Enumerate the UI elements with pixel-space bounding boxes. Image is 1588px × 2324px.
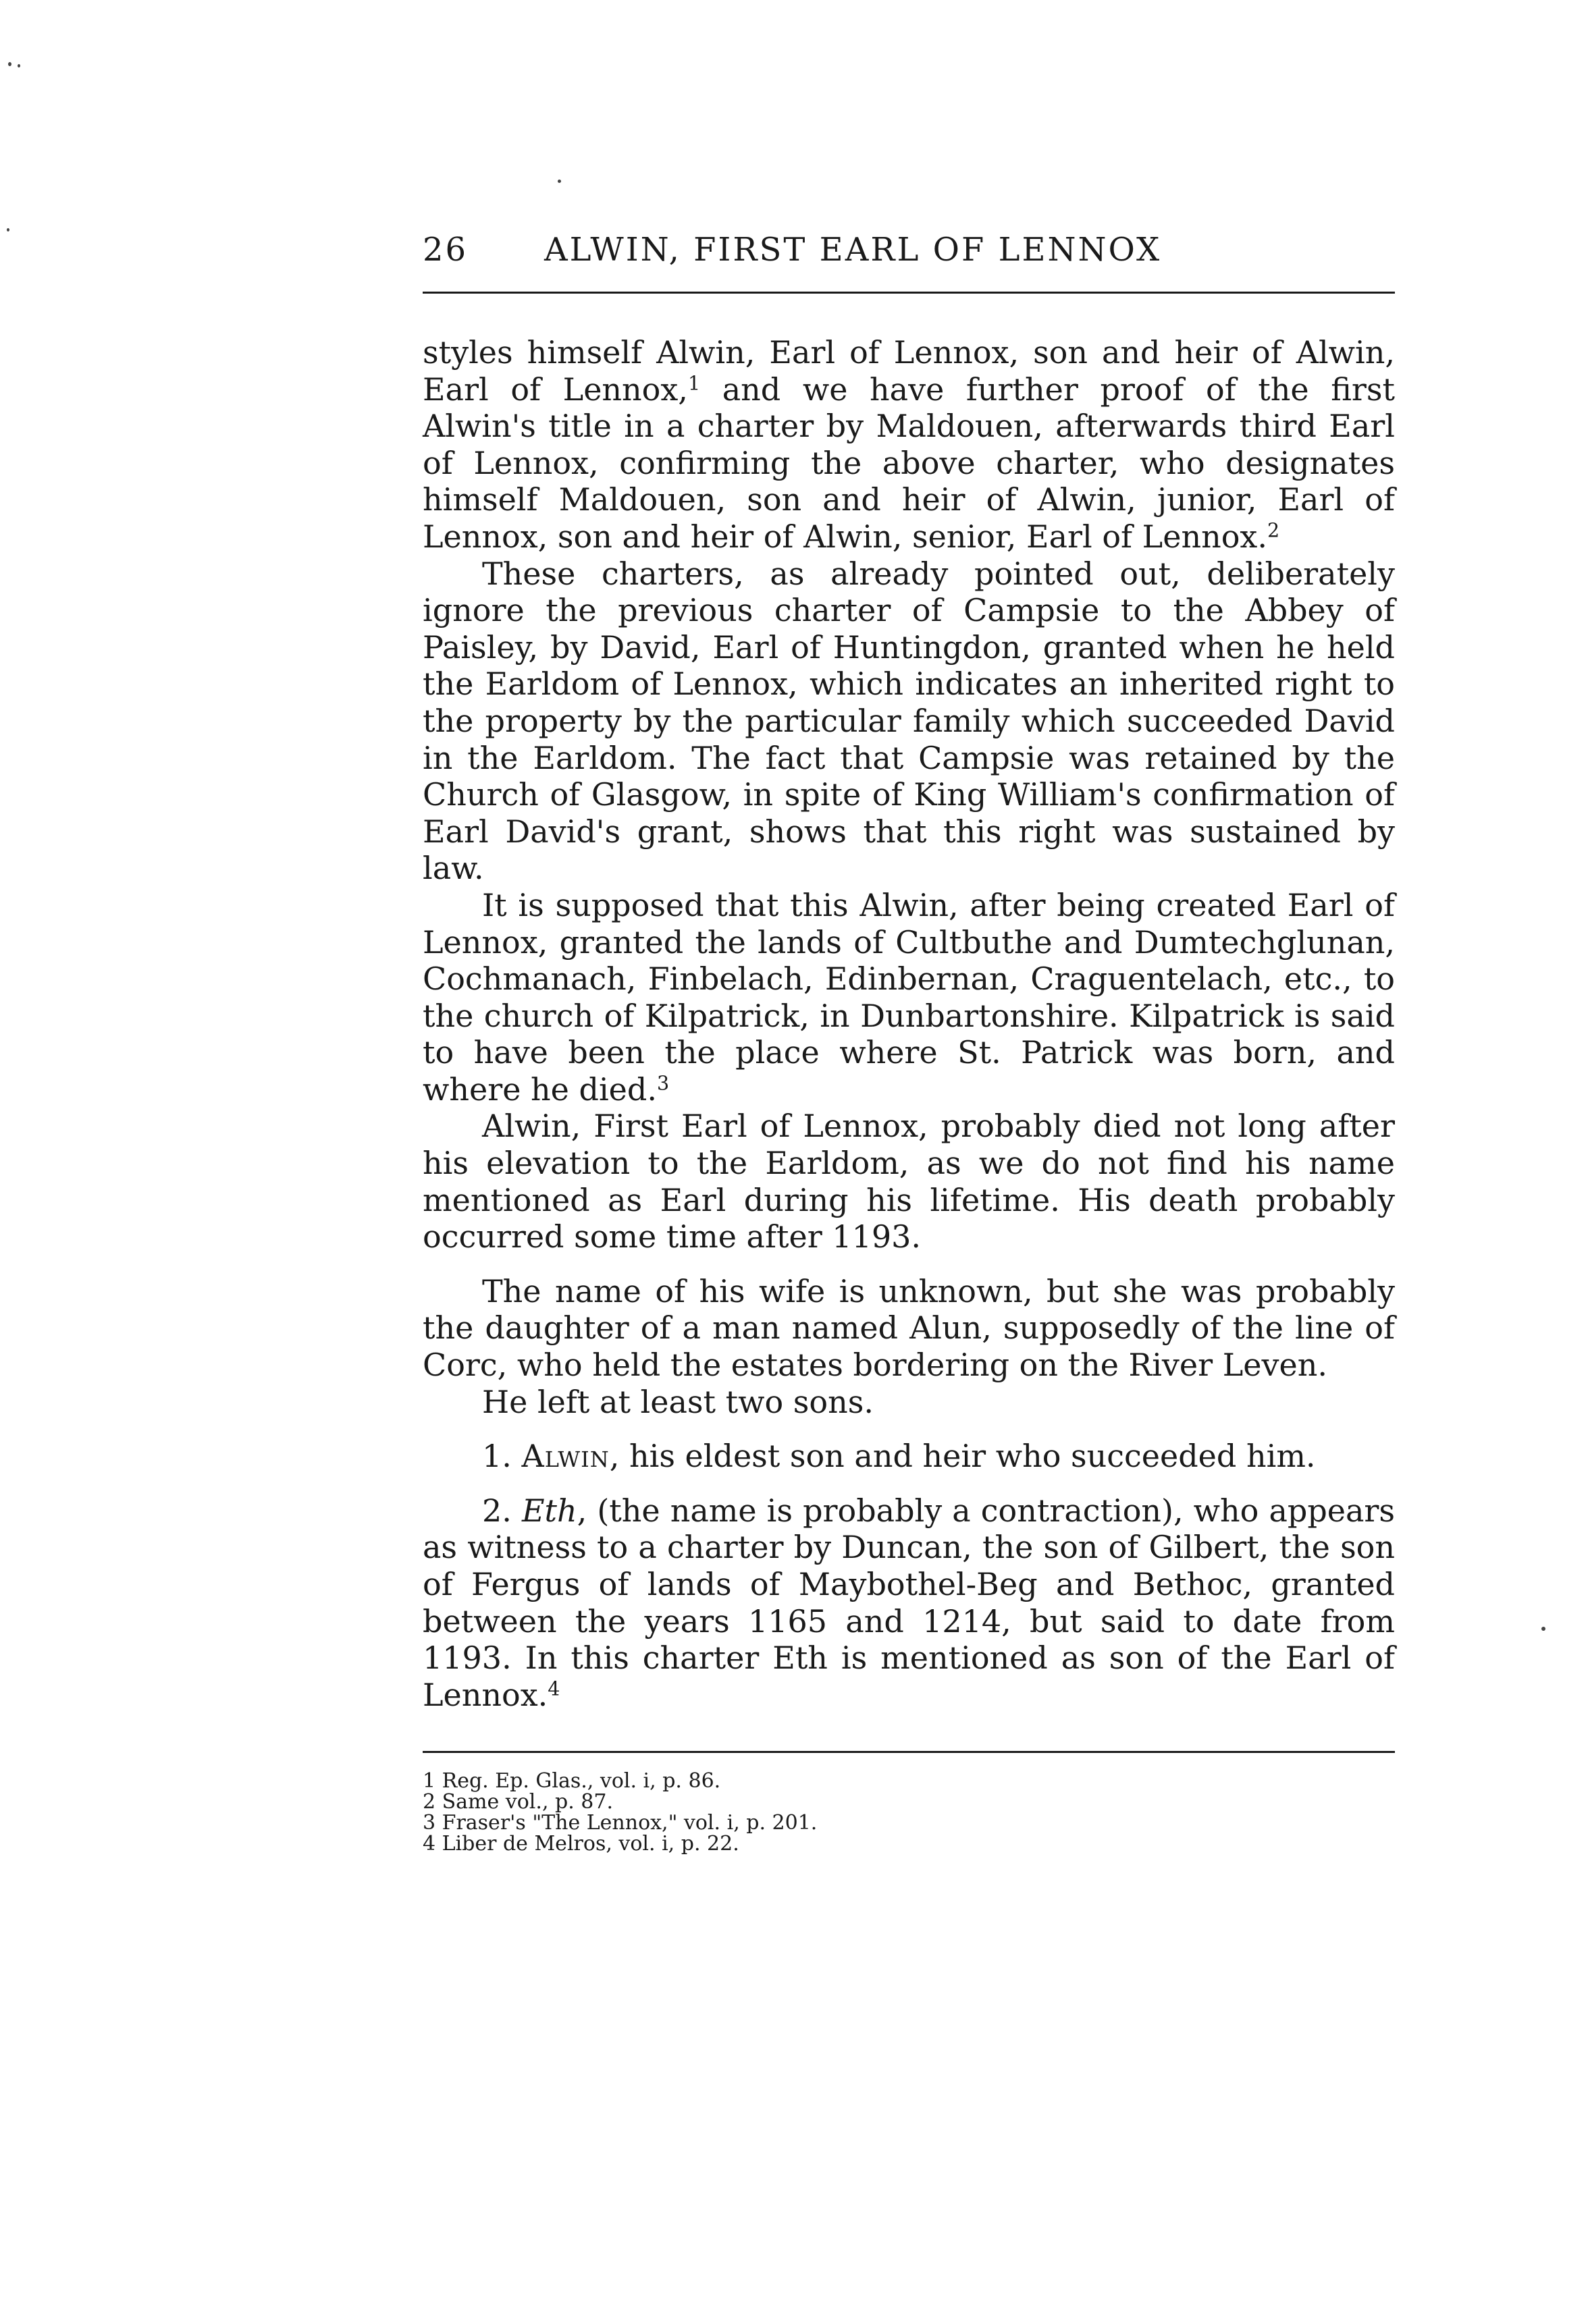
footnote-ref-2: 2 <box>1267 519 1280 542</box>
list-item-2: 2. Eth, (the name is probably a contraction), who appears as witness to a charter by Duncan, the son of Gilbert, the son of Fergus of lands of Maybothel-Beg and Bethoc, granted between the years 1165 and 1214, but said to date from 1193. In this charter Eth is mentioned as son of the Earl of Lennox.$^4$ <box>423 1492 1396 1713</box>
scan-speck <box>8 62 11 66</box>
paragraph-5: The name of his wife is unknown, but she was probably the daughter of a man named Alun, supposedly of the line of Corc, who held the estates bordering on the River Leven. <box>423 1272 1395 1384</box>
footnote-ref-3: 3 <box>656 1072 670 1095</box>
paragraph-2: These charters, as already pointed out, deliberately ignore the previous charter of Campsie to the Abbey of Paisley, by David, Earl of Huntingdon, granted when he held the Earldom of Lennox, which indicates an inherited right to the property by the particular family which succeeded David in the Earldom. The fact that Campsie was retained by the Church of Glasgow, in spite of King William's confirmation of Earl David's grant, shows that this right was sustained by law. <box>423 555 1395 887</box>
list-item-1: 1. Alwin, his eldest son and heir who succeeded him. <box>482 1438 1316 1475</box>
page-number: 26 <box>423 231 469 269</box>
footnote-2: 2 Same vol., p. 87. <box>423 1790 613 1814</box>
footnote-rule <box>423 1751 1395 1753</box>
paragraph-1: styles himself Alwin, Earl of Lennox, son and heir of Alwin, Earl of Lennox,$^1$ and we have further proof of the first Alwin's title in a charter by Maldouen, afterwards third Earl of Lennox, confirming the above charter, who designates himself Maldouen, son and heir of Alwin, junior, Earl of Lennox, son and heir of Alwin, senior, Earl of Lennox.$^2$ <box>423 334 1395 555</box>
scan-speck <box>7 228 9 232</box>
son-name-alwin: Alwin <box>521 1438 610 1475</box>
scan-speck <box>1541 1627 1545 1631</box>
page-body <box>423 334 1395 1713</box>
scan-speck <box>18 64 20 67</box>
son-name-eth: Eth <box>521 1492 577 1529</box>
running-header <box>423 223 1395 277</box>
footnotes <box>423 1771 1395 1854</box>
header-rule <box>423 292 1395 294</box>
footnote-3: 3 Fraser's "The Lennox," vol. i, p. 201. <box>423 1811 818 1835</box>
scan-speck <box>558 180 561 183</box>
paragraph-4: Alwin, First Earl of Lennox, probably died not long after his elevation to the Earldom, as we do not find his name mentioned as Earl during his lifetime. His death probably occurred some time after 1193. <box>423 1108 1395 1255</box>
book-page <box>423 223 1395 1854</box>
footnote-ref-4: 4 <box>548 1677 560 1700</box>
paragraph-6: He left at least two sons. <box>482 1383 874 1420</box>
running-title: ALWIN, FIRST EARL OF LENNOX <box>544 231 1162 269</box>
footnote-4: 4 Liber de Melros, vol. i, p. 22. <box>423 1832 739 1856</box>
paragraph-3: It is supposed that this Alwin, after being created Earl of Lennox, granted the lands of Cultbuthe and Dumtechglunan, Cochmanach, Finbelach, Edinbernan, Craguentelach, etc., to the church of Kilpatrick, in Dunbartonshire. Kilpatrick is said to have been the place where St. Patrick was born, and where he died.$^3$ <box>423 886 1395 1108</box>
footnote-ref-1: 1 <box>687 371 701 394</box>
footnote-1: 1 Reg. Ep. Glas., vol. i, p. 86. <box>423 1769 721 1793</box>
